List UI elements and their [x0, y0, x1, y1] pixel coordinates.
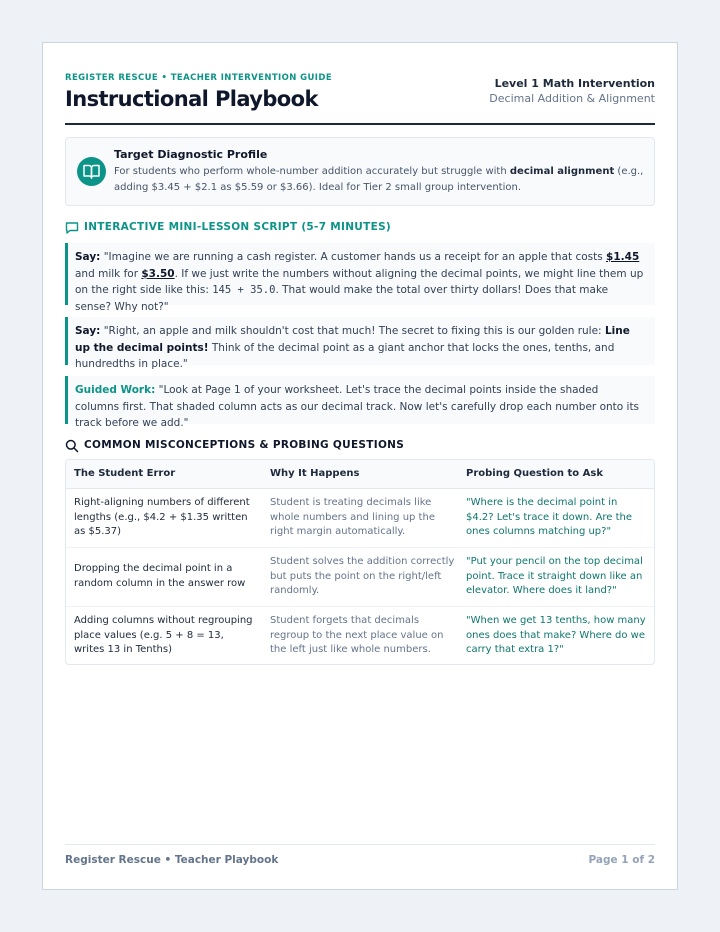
- meta-topic: Decimal Addition & Alignment: [489, 92, 655, 105]
- misconceptions-table: [65, 459, 655, 665]
- price-apple: $1.45: [606, 251, 640, 263]
- student-error-cell: Adding columns without regrouping place values (e.g. 5 + 8 = 13, writes 13 in Tenths): [74, 615, 253, 656]
- meta-level: Level 1 Math Intervention: [494, 77, 655, 90]
- script-block-1: Say: "Imagine we are running a cash register. A customer hands us a receipt for an apple that costs $1.45 and milk for $3.50. If we just write the numbers without aligning the decimal points, we might line them up on the right side like this: 145 + 35.0. That would make the total over thirty dollars! Does that make sense? Why not?": [65, 243, 655, 305]
- table-row: [66, 489, 654, 548]
- script-block-2: Say: "Right, an apple and milk shouldn't cost that much! The secret to fixing this is our golden rule: Line up the decimal points! Think of the decimal point as a giant anchor that locks the ones, tenths, and hundredths in place.": [65, 317, 655, 365]
- probing-question-cell: "When we get 13 tenths, how many ones does that make? Where do we carry that extra 1?": [466, 615, 646, 656]
- diagnostic-profile-card: [65, 137, 655, 206]
- search-icon: [65, 439, 79, 453]
- document-page: REGISTER RESCUE • TEACHER INTERVENTION GUIDE Instructional Playbook Level 1 Math Intervention Decimal Addition & Alignment Target Diagnostic Profile For students who perform whole-number addition accurately but struggle with decimal alignment (e.g., adding $3.45 + $2.1 as $5.59 or $3.66). Ideal for Tier 2 small group intervention. INTERACTIVE MINI-LESSON SCRIPT (5-7 MINUTES) Say: "Imagine we are running a cash register. A customer hands us a receipt for an apple that costs $1.45 and milk for $3.50. If we just write the numbers without aligning the decimal points, we might line them up on the right side like this: 145 + 35.0. That would make the total over thirty dollars! Does that make sense? Why not?" Say: "Right, an apple and milk shouldn't cost that much! The secret to fixing this is our golden rule: Line up the decimal points! Think of the decimal point as a giant anchor that locks the ones, tenths, and hundredths in place." Guided Work: "Look at Page 1 of your worksheet. Let's trace the decimal points inside the shaded columns first. That shaded column acts as our decimal track. Now let's carefully drop each number onto its track before we add." COMMON MISCONCEPTIONS & PROBING QUESTIONS The Student Error Why It Happens Probing Question to Ask Right-aligning numbers of different lengths (e.g., $4.2 + $1.35 written as $5.37) Student is treating decimals like whole numbers and lining up the right margin automatically. "Where is the decimal point in $4.2? Let's trace it down. Are the ones columns matching up?" Dropping the decimal point in a random column in the answer row Student solves the addition correctly but puts the point on the right/left randomly. "Put your pencil on the top decimal point. Trace it straight down like an elevator. Where does it land?" Adding columns without regrouping place values (e.g. 5 + 8 = 13, writes 13 in Tenths) Student forgets that decimals regroup to the next place value on the left just like whole numbers. "When we get 13 tenths, how many ones does that make? Where do we carry that extra 1?" Register Rescue • Teacher Playbook Page 1 of 2: [42, 42, 678, 890]
- probing-question-cell: "Put your pencil on the top decimal point. Trace it straight down like an elevator. Where does it land?": [466, 556, 643, 597]
- profile-emphasis: decimal alignment: [509, 166, 615, 177]
- profile-title: Target Diagnostic Profile: [114, 148, 268, 161]
- page-number: Page 1 of 2: [588, 854, 655, 866]
- header-kicker: REGISTER RESCUE • TEACHER INTERVENTION GUIDE: [65, 73, 333, 83]
- table-row: [66, 607, 654, 665]
- column-header: Why It Happens: [270, 468, 360, 479]
- footer-title: Register Rescue • Teacher Playbook: [65, 854, 279, 866]
- page-title: Instructional Playbook: [65, 87, 318, 111]
- page-header: [65, 71, 655, 125]
- column-header: The Student Error: [74, 468, 176, 479]
- golden-rule: Line up the decimal points!: [75, 325, 630, 354]
- table-row: [66, 548, 654, 607]
- script-block-3: Guided Work: "Look at Page 1 of your worksheet. Let's trace the decimal points inside the shaded columns first. That shaded column acts as our decimal track. Now let's carefully drop each number onto its track before we add.": [65, 376, 655, 424]
- book-icon: [77, 157, 106, 186]
- why-cell: Student solves the addition correctly but puts the point on the right/left randomly.: [270, 556, 455, 597]
- price-milk: $3.50: [141, 267, 175, 280]
- why-cell: Student forgets that decimals regroup to the next place value on the left just like whole numbers.: [270, 615, 444, 656]
- student-error-cell: Right-aligning numbers of different lengths (e.g., $4.2 + $1.35 written as $5.37): [74, 497, 250, 538]
- probing-question-cell: "Where is the decimal point in $4.2? Let's trace it down. Are the ones columns matching up?": [466, 497, 633, 538]
- header-meta: [489, 77, 655, 105]
- student-error-cell: Dropping the decimal point in a random column in the answer row: [74, 563, 246, 589]
- table-header: [66, 460, 654, 489]
- column-header: Probing Question to Ask: [466, 468, 603, 479]
- misaligned-example: 145 + 35.0: [212, 284, 276, 296]
- page-footer: [65, 844, 655, 874]
- profile-description: For students who perform whole-number addition accurately but struggle with decimal alignment (e.g., adding $3.45 + $2.1 as $5.59 or $3.66). Ideal for Tier 2 small group intervention.: [114, 166, 644, 193]
- why-cell: Student is treating decimals like whole numbers and lining up the right margin automatically.: [270, 497, 435, 538]
- chat-bubble-icon: [65, 221, 79, 235]
